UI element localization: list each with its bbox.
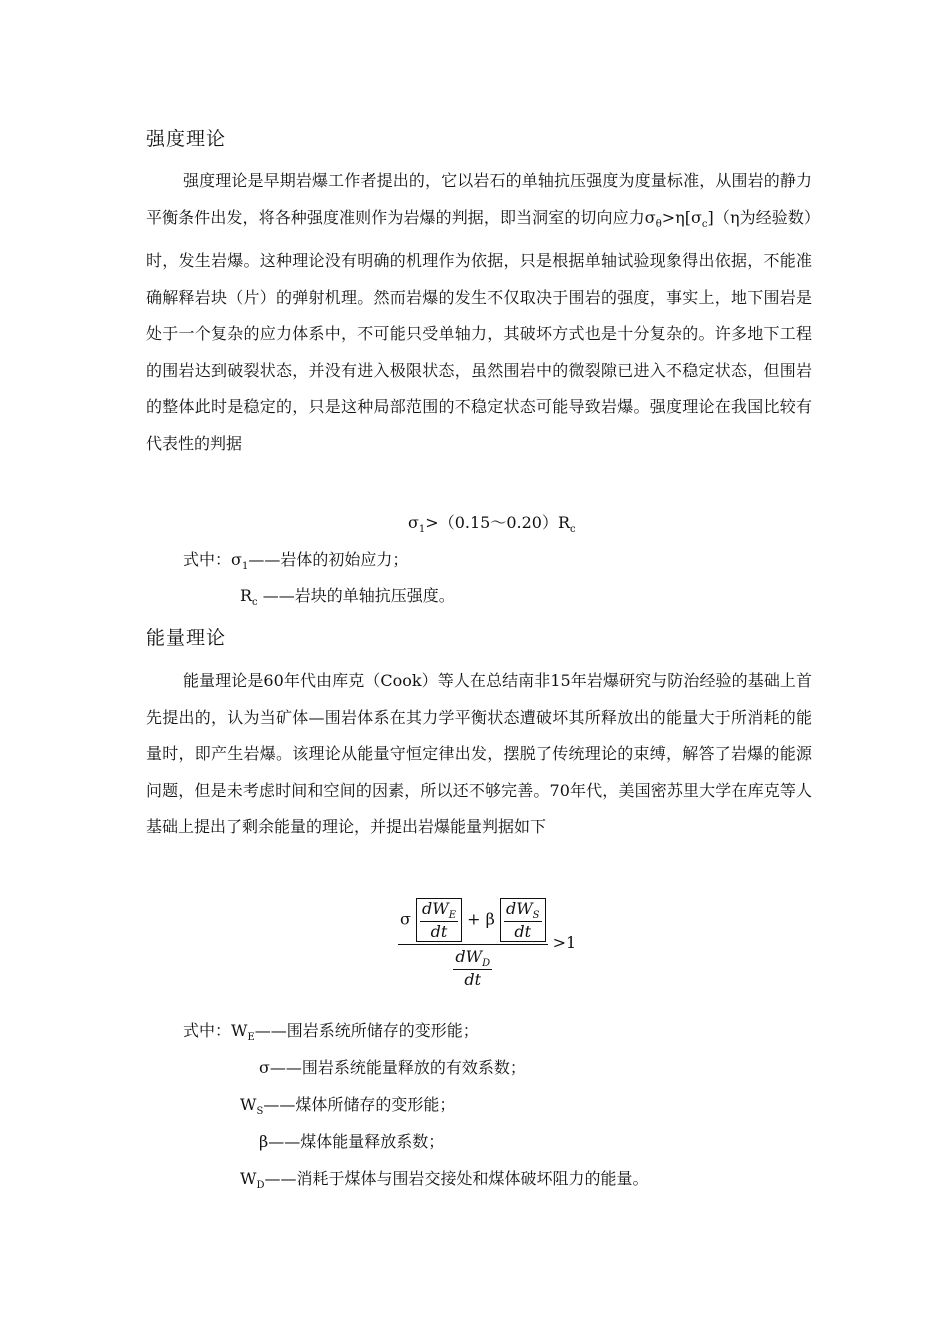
symbol: W [231, 1021, 248, 1040]
formula-text: >（0.15～0.20）R [425, 513, 571, 532]
symbol-sub: 1 [241, 561, 249, 572]
sub-e: E [448, 910, 457, 921]
dws-dt [504, 899, 542, 941]
section-heading-energy: 能量理论 [146, 627, 227, 649]
strength-criterion-formula [408, 510, 576, 535]
dwe-dt [420, 899, 458, 941]
formula-sub: 1 [418, 524, 426, 535]
symbol: β [259, 1132, 269, 1151]
dw-text: dW [505, 899, 533, 918]
dw-label [453, 947, 492, 969]
energy-def-ws [240, 1092, 455, 1117]
symbol: W [240, 1095, 257, 1114]
numerator [398, 898, 548, 944]
symbol: W [240, 1169, 257, 1188]
formula-sub: c [570, 524, 576, 535]
definition-text: ——岩块的单轴抗压强度。 [257, 586, 455, 605]
dw-text: dW [455, 947, 483, 966]
symbol: σ [231, 550, 242, 569]
sub-c: c [701, 218, 708, 230]
strength-theory-paragraph [146, 163, 812, 462]
dt-text: dt [504, 921, 542, 941]
symbol-sub: S [256, 1106, 264, 1117]
sub-s: S [532, 910, 540, 921]
sigma-symbol: σ [400, 909, 411, 929]
dw-label [504, 899, 542, 921]
symbol: σ [259, 1058, 270, 1077]
energy-def-we [183, 1018, 479, 1043]
definition-sigma1 [183, 547, 408, 572]
energy-criterion-equation [398, 898, 576, 989]
dw-label [420, 899, 458, 921]
para-text: 强度理论是早期岩爆工作者提出的，它以岩石的单轴抗压强度为度量标准，从围岩的静力平衡条件出发，将各种强度准则作为岩爆的判据，即当洞室的切向应力σ [146, 171, 812, 227]
plus-sign: + [467, 909, 481, 929]
main-fraction [398, 898, 548, 989]
symbol-sub: E [247, 1032, 255, 1043]
symbol-sub: c [252, 597, 258, 608]
symbol: R [240, 586, 253, 605]
definition-text: ——岩体的初始应力； [248, 550, 409, 569]
denominator [398, 944, 548, 989]
where-label: 式中： [183, 1021, 232, 1040]
section-heading-strength: 强度理论 [146, 128, 227, 150]
energy-def-wd [240, 1166, 649, 1191]
sub-d: D [482, 958, 491, 969]
dt-text: dt [453, 969, 492, 989]
bracket-s [500, 898, 546, 942]
energy-theory-paragraph: 能量理论是60年代由库克（Cook）等人在总结南非15年岩爆研究与防治经验的基础上首先提出的，认为当矿体—围岩体系在其力学平衡状态遭破坏其所释放出的能量大于所消耗的能量时，即产生岩爆。该理论从能量守恒定律出发，摆脱了传统理论的束缚，解答了岩爆的能源问题，但是未考虑时间和空间的因素，所以还不够完善。70年代，美国密苏里大学在库克等人基础上提出了剩余能量的理论，并提出岩爆能量判据如下 [146, 671, 812, 836]
dw-text: dW [422, 899, 449, 918]
definition-text: ——消耗于煤体与围岩交接处和煤体破坏阻力的能量。 [264, 1169, 649, 1188]
beta-symbol: β [485, 909, 495, 929]
greater-than-one: >1 [552, 933, 577, 952]
definition-text: ——围岩系统能量释放的有效系数； [269, 1058, 526, 1077]
para-text: ]（η为经验数）时，发生岩爆。这种理论没有明确的机理作为依据，只是根据单轴试验现象得出依据，不能准确解释岩块（片）的弹射机理。然而岩爆的发生不仅取决于围岩的强度，事实上，地下围岩是处于一个复杂的应力体系中，不可能只受单轴力，其破坏方式也是十分复杂的。许多地下工程的围岩达到破裂状态，并没有进入极限状态，虽然围岩中的微裂隙已进入不稳定状态，但围岩的整体此时是稳定的，只是这种局部范围的不稳定状态可能导致岩爆。强度理论在我国比较有代表性的判据 [146, 207, 812, 453]
symbol-sub: D [256, 1180, 265, 1191]
bracket-e [416, 898, 462, 942]
sub-theta: θ [655, 218, 662, 230]
dt-text: dt [420, 921, 458, 941]
definition-text: ——煤体能量释放系数； [268, 1132, 445, 1151]
dwd-dt [453, 947, 492, 989]
definition-text: ——煤体所储存的变形能； [263, 1095, 456, 1114]
definition-text: ——围岩系统所储存的变形能； [254, 1021, 479, 1040]
definition-rc [240, 583, 455, 608]
energy-def-sigma [259, 1055, 526, 1078]
energy-def-beta [259, 1129, 444, 1152]
where-label: 式中： [183, 550, 232, 569]
formula-text: σ [408, 513, 419, 532]
para-text: >η[σ [661, 207, 702, 227]
